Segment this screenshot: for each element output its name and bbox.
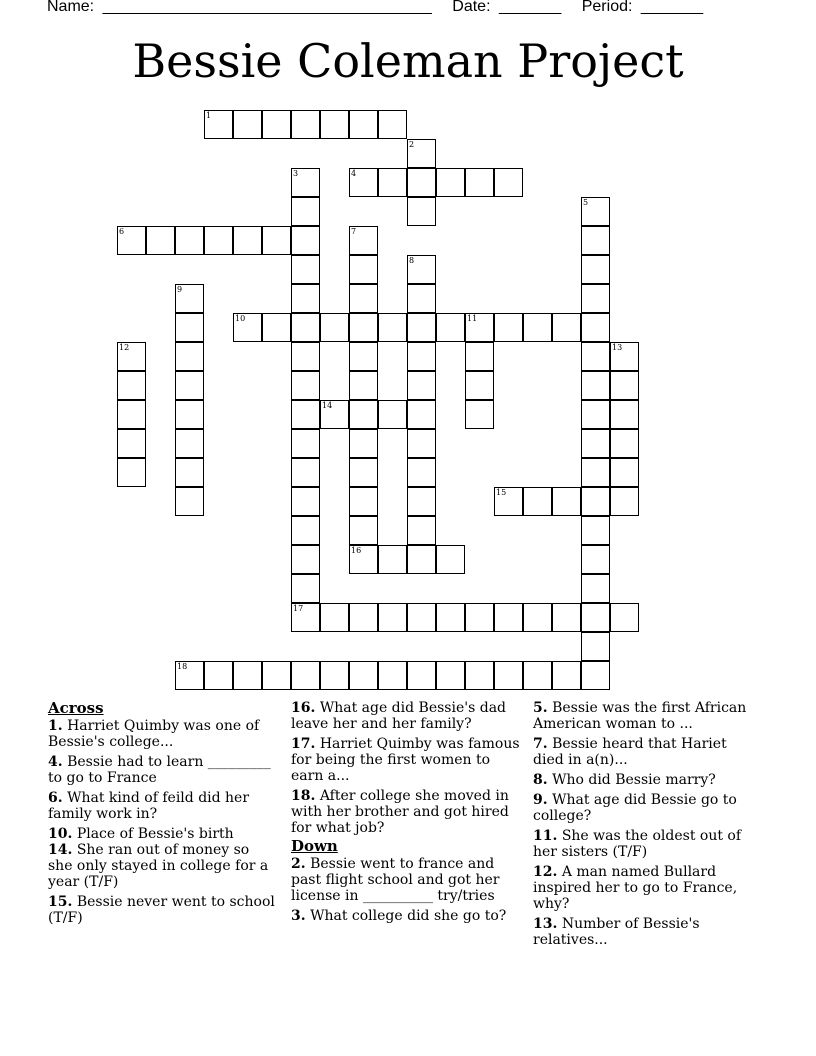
crossword-cell[interactable] <box>262 110 291 139</box>
clue-number: 2. <box>291 856 306 872</box>
crossword-cell[interactable] <box>407 371 436 400</box>
crossword-cell[interactable] <box>291 168 320 197</box>
crossword-cell[interactable] <box>581 371 610 400</box>
down-clue <box>533 736 758 768</box>
crossword-cell[interactable] <box>610 603 639 632</box>
crossword-cell[interactable] <box>320 661 349 690</box>
crossword-cell[interactable] <box>407 429 436 458</box>
crossword-cell[interactable] <box>291 661 320 690</box>
crossword-cell[interactable] <box>291 458 320 487</box>
date-label: Date: <box>452 0 491 15</box>
down-clue <box>291 856 523 904</box>
name-field[interactable]: _____________________________________ <box>102 0 432 15</box>
crossword-cell[interactable] <box>320 603 349 632</box>
cell-number: 2 <box>409 140 415 149</box>
crossword-cell[interactable] <box>349 545 378 574</box>
clue-number: 18. <box>291 788 316 804</box>
crossword-cell[interactable] <box>117 429 146 458</box>
crossword-cell[interactable] <box>610 400 639 429</box>
down-heading: Down <box>291 837 338 855</box>
crossword-cell[interactable] <box>233 313 262 342</box>
clue-number: 5. <box>533 700 548 716</box>
crossword-cell[interactable] <box>233 226 262 255</box>
crossword-cell[interactable] <box>581 342 610 371</box>
crossword-cell[interactable] <box>494 661 523 690</box>
period-field[interactable]: _______ <box>640 0 704 15</box>
clue-text: Bessie never went to school (T/F) <box>48 894 275 926</box>
across-clue <box>291 736 523 784</box>
crossword-cell[interactable] <box>494 487 523 516</box>
crossword-cell[interactable] <box>349 284 378 313</box>
crossword-cell[interactable] <box>262 661 291 690</box>
crossword-cell[interactable] <box>407 313 436 342</box>
crossword-cell[interactable] <box>610 342 639 371</box>
clue-text: Place of Bessie's birth <box>76 826 234 842</box>
crossword-cell[interactable] <box>349 255 378 284</box>
clue-text: What age did Bessie's dad leave her and her family? <box>291 700 506 732</box>
cell-number: 9 <box>177 285 183 294</box>
crossword-cell[interactable] <box>436 661 465 690</box>
clue-text: She was the oldest out of her sisters (T/F) <box>533 828 742 860</box>
crossword-cell[interactable] <box>349 429 378 458</box>
crossword-cell[interactable] <box>407 400 436 429</box>
crossword-cell[interactable] <box>349 342 378 371</box>
crossword-cell[interactable] <box>407 603 436 632</box>
clue-number: 12. <box>533 864 558 880</box>
crossword-cell[interactable] <box>320 400 349 429</box>
crossword-cell[interactable] <box>175 429 204 458</box>
cell-number: 4 <box>351 169 357 178</box>
crossword-cell[interactable] <box>465 603 494 632</box>
across-clue <box>291 700 523 732</box>
crossword-cell[interactable] <box>610 429 639 458</box>
crossword-cell[interactable] <box>117 458 146 487</box>
crossword-cell[interactable] <box>291 197 320 226</box>
across-clue <box>48 790 278 822</box>
crossword-cell[interactable] <box>233 110 262 139</box>
clue-number: 1. <box>48 718 63 734</box>
crossword-cell[interactable] <box>349 458 378 487</box>
clue-text: Who did Bessie marry? <box>552 772 716 788</box>
clue-number: 14. <box>48 842 73 858</box>
across-clues-column-1 <box>48 700 278 930</box>
crossword-cell[interactable] <box>581 313 610 342</box>
crossword-cell[interactable] <box>175 371 204 400</box>
crossword-cell[interactable] <box>610 371 639 400</box>
crossword-cell[interactable] <box>494 313 523 342</box>
clues-column-2 <box>291 700 523 928</box>
down-clue <box>291 908 523 924</box>
down-clue <box>533 916 758 948</box>
crossword-cell[interactable] <box>204 110 233 139</box>
clue-number: 8. <box>533 772 548 788</box>
crossword-cell[interactable] <box>291 371 320 400</box>
cell-number: 15 <box>496 488 507 497</box>
crossword-cell[interactable] <box>262 313 291 342</box>
cell-number: 7 <box>351 227 357 236</box>
across-clue <box>48 894 278 926</box>
cell-number: 13 <box>612 343 623 352</box>
crossword-cell[interactable] <box>204 226 233 255</box>
crossword-cell[interactable] <box>117 371 146 400</box>
cell-number: 12 <box>119 343 130 352</box>
across-clue <box>48 718 278 750</box>
crossword-cell[interactable] <box>581 400 610 429</box>
cell-number: 18 <box>177 662 188 671</box>
crossword-cell[interactable] <box>552 487 581 516</box>
crossword-cell[interactable] <box>523 661 552 690</box>
crossword-cell[interactable] <box>610 458 639 487</box>
crossword-cell[interactable] <box>175 284 204 313</box>
crossword-cell[interactable] <box>552 603 581 632</box>
clue-number: 9. <box>533 792 548 808</box>
clue-text: Harriet Quimby was famous for being the first women to earn a... <box>291 736 520 784</box>
crossword-cell[interactable] <box>407 255 436 284</box>
clue-text: After college she moved in with her brother and got hired for what job? <box>291 788 509 836</box>
down-clue <box>533 828 758 860</box>
name-label: Name: <box>47 0 95 15</box>
crossword-cell[interactable] <box>581 516 610 545</box>
crossword-cell[interactable] <box>581 255 610 284</box>
crossword-cell[interactable] <box>494 603 523 632</box>
crossword-cell[interactable] <box>378 400 407 429</box>
crossword-cell[interactable] <box>378 110 407 139</box>
crossword-cell[interactable] <box>349 661 378 690</box>
clue-number: 7. <box>533 736 548 752</box>
crossword-cell[interactable] <box>407 516 436 545</box>
crossword-cell[interactable] <box>349 371 378 400</box>
clue-number: 6. <box>48 790 63 806</box>
crossword-cell[interactable] <box>581 429 610 458</box>
crossword-cell[interactable] <box>581 458 610 487</box>
across-clue <box>48 842 278 890</box>
cell-number: 8 <box>409 256 415 265</box>
crossword-cell[interactable] <box>117 400 146 429</box>
crossword-cell[interactable] <box>436 545 465 574</box>
crossword-cell[interactable] <box>204 661 233 690</box>
crossword-cell[interactable] <box>117 342 146 371</box>
crossword-cell[interactable] <box>175 226 204 255</box>
crossword-cell[interactable] <box>291 226 320 255</box>
crossword-cell[interactable] <box>320 110 349 139</box>
crossword-cell[interactable] <box>436 603 465 632</box>
cell-number: 5 <box>583 198 589 207</box>
clue-number: 4. <box>48 754 63 770</box>
clue-number: 15. <box>48 894 73 910</box>
crossword-cell[interactable] <box>291 487 320 516</box>
crossword-cell[interactable] <box>378 661 407 690</box>
crossword-cell[interactable] <box>175 342 204 371</box>
crossword-cell[interactable] <box>291 545 320 574</box>
cell-number: 16 <box>351 546 362 555</box>
crossword-cell[interactable] <box>552 661 581 690</box>
clue-text: What age did Bessie go to college? <box>533 792 737 824</box>
crossword-cell[interactable] <box>465 313 494 342</box>
crossword-cell[interactable] <box>175 458 204 487</box>
crossword-cell[interactable] <box>291 603 320 632</box>
crossword-cell[interactable] <box>349 110 378 139</box>
crossword-cell[interactable] <box>291 516 320 545</box>
crossword-cell[interactable] <box>407 139 436 168</box>
clue-text: A man named Bullard inspired her to go to France, why? <box>533 864 738 912</box>
crossword-cell[interactable] <box>407 487 436 516</box>
clue-text: Harriet Quimby was one of Bessie's college... <box>48 718 260 750</box>
cell-number: 17 <box>293 604 304 613</box>
across-clue <box>291 788 523 836</box>
crossword-cell[interactable] <box>378 168 407 197</box>
crossword-cell[interactable] <box>349 168 378 197</box>
crossword-cell[interactable] <box>407 284 436 313</box>
crossword-cell[interactable] <box>291 313 320 342</box>
cell-number: 6 <box>119 227 125 236</box>
date-field[interactable]: _______ <box>498 0 562 15</box>
crossword-cell[interactable] <box>320 313 349 342</box>
clue-text: Bessie was the first African American woman to ... <box>533 700 747 732</box>
crossword-cell[interactable] <box>581 603 610 632</box>
clue-number: 11. <box>533 828 558 844</box>
crossword-cell[interactable] <box>581 574 610 603</box>
crossword-cell[interactable] <box>610 487 639 516</box>
crossword-cell[interactable] <box>465 661 494 690</box>
clue-number: 3. <box>291 908 306 924</box>
crossword-cell[interactable] <box>407 458 436 487</box>
down-clue <box>533 700 758 732</box>
crossword-cell[interactable] <box>175 400 204 429</box>
crossword-cell[interactable] <box>581 197 610 226</box>
crossword-cell[interactable] <box>523 313 552 342</box>
crossword-cell[interactable] <box>581 487 610 516</box>
crossword-cell[interactable] <box>291 429 320 458</box>
crossword-cell[interactable] <box>552 313 581 342</box>
crossword-cell[interactable] <box>523 487 552 516</box>
crossword-cell[interactable] <box>291 255 320 284</box>
crossword-cell[interactable] <box>436 168 465 197</box>
crossword-cell[interactable] <box>523 603 552 632</box>
clue-number: 13. <box>533 916 558 932</box>
period-label: Period: <box>581 0 633 15</box>
crossword-cell[interactable] <box>291 574 320 603</box>
crossword-cell[interactable] <box>291 400 320 429</box>
clue-text: Bessie went to france and past flight school and got her license in __________ try/tries <box>291 856 500 904</box>
crossword-cell[interactable] <box>407 197 436 226</box>
crossword-cell[interactable] <box>407 661 436 690</box>
across-clue <box>48 754 278 786</box>
across-clue <box>48 826 278 842</box>
crossword-cell[interactable] <box>175 661 204 690</box>
crossword-cell[interactable] <box>581 284 610 313</box>
across-heading: Across <box>48 699 104 717</box>
cell-number: 1 <box>206 111 212 120</box>
cell-number: 11 <box>467 314 478 323</box>
clue-number: 16. <box>291 700 316 716</box>
crossword-cell[interactable] <box>465 342 494 371</box>
down-clue <box>533 864 758 912</box>
down-clues-column-3 <box>533 700 758 952</box>
crossword-cell[interactable] <box>378 545 407 574</box>
crossword-cell[interactable] <box>407 168 436 197</box>
clue-number: 17. <box>291 736 316 752</box>
crossword-cell[interactable] <box>494 168 523 197</box>
cell-number: 10 <box>235 314 246 323</box>
crossword-cell[interactable] <box>349 226 378 255</box>
crossword-cell[interactable] <box>175 487 204 516</box>
crossword-cell[interactable] <box>407 342 436 371</box>
clue-text: What college did she go to? <box>310 908 507 924</box>
crossword-cell[interactable] <box>436 313 465 342</box>
crossword-cell[interactable] <box>581 661 610 690</box>
clue-text: Bessie had to learn _________ to go to France <box>48 754 271 786</box>
down-clue <box>533 792 758 824</box>
clue-text: Bessie heard that Hariet died in a(n)... <box>533 736 727 768</box>
cell-number: 14 <box>322 401 333 410</box>
crossword-cell[interactable] <box>349 313 378 342</box>
crossword-cell[interactable] <box>233 661 262 690</box>
clue-text: She ran out of money so she only stayed in college for a year (T/F) <box>48 842 269 890</box>
page-title: Bessie Coleman Project <box>132 34 684 88</box>
crossword-cell[interactable] <box>378 313 407 342</box>
crossword-cell[interactable] <box>349 487 378 516</box>
crossword-cell[interactable] <box>378 603 407 632</box>
clue-text: What kind of feild did her family work in? <box>48 790 250 822</box>
clue-number: 10. <box>48 826 73 842</box>
crossword-cell[interactable] <box>262 226 291 255</box>
crossword-cell[interactable] <box>291 110 320 139</box>
crossword-cell[interactable] <box>175 313 204 342</box>
crossword-cell[interactable] <box>581 632 610 661</box>
crossword-cell[interactable] <box>465 400 494 429</box>
crossword-cell[interactable] <box>291 342 320 371</box>
crossword-cell[interactable] <box>581 545 610 574</box>
crossword-cell[interactable] <box>291 284 320 313</box>
crossword-cell[interactable] <box>465 371 494 400</box>
cell-number: 3 <box>293 169 299 178</box>
crossword-cell[interactable] <box>117 226 146 255</box>
clue-text: Number of Bessie's relatives... <box>533 916 700 948</box>
crossword-cell[interactable] <box>581 226 610 255</box>
down-clue <box>533 772 758 788</box>
crossword-cell[interactable] <box>349 516 378 545</box>
crossword-cell[interactable] <box>349 400 378 429</box>
crossword-cell[interactable] <box>407 545 436 574</box>
crossword-cell[interactable] <box>349 603 378 632</box>
crossword-cell[interactable] <box>146 226 175 255</box>
crossword-cell[interactable] <box>465 168 494 197</box>
